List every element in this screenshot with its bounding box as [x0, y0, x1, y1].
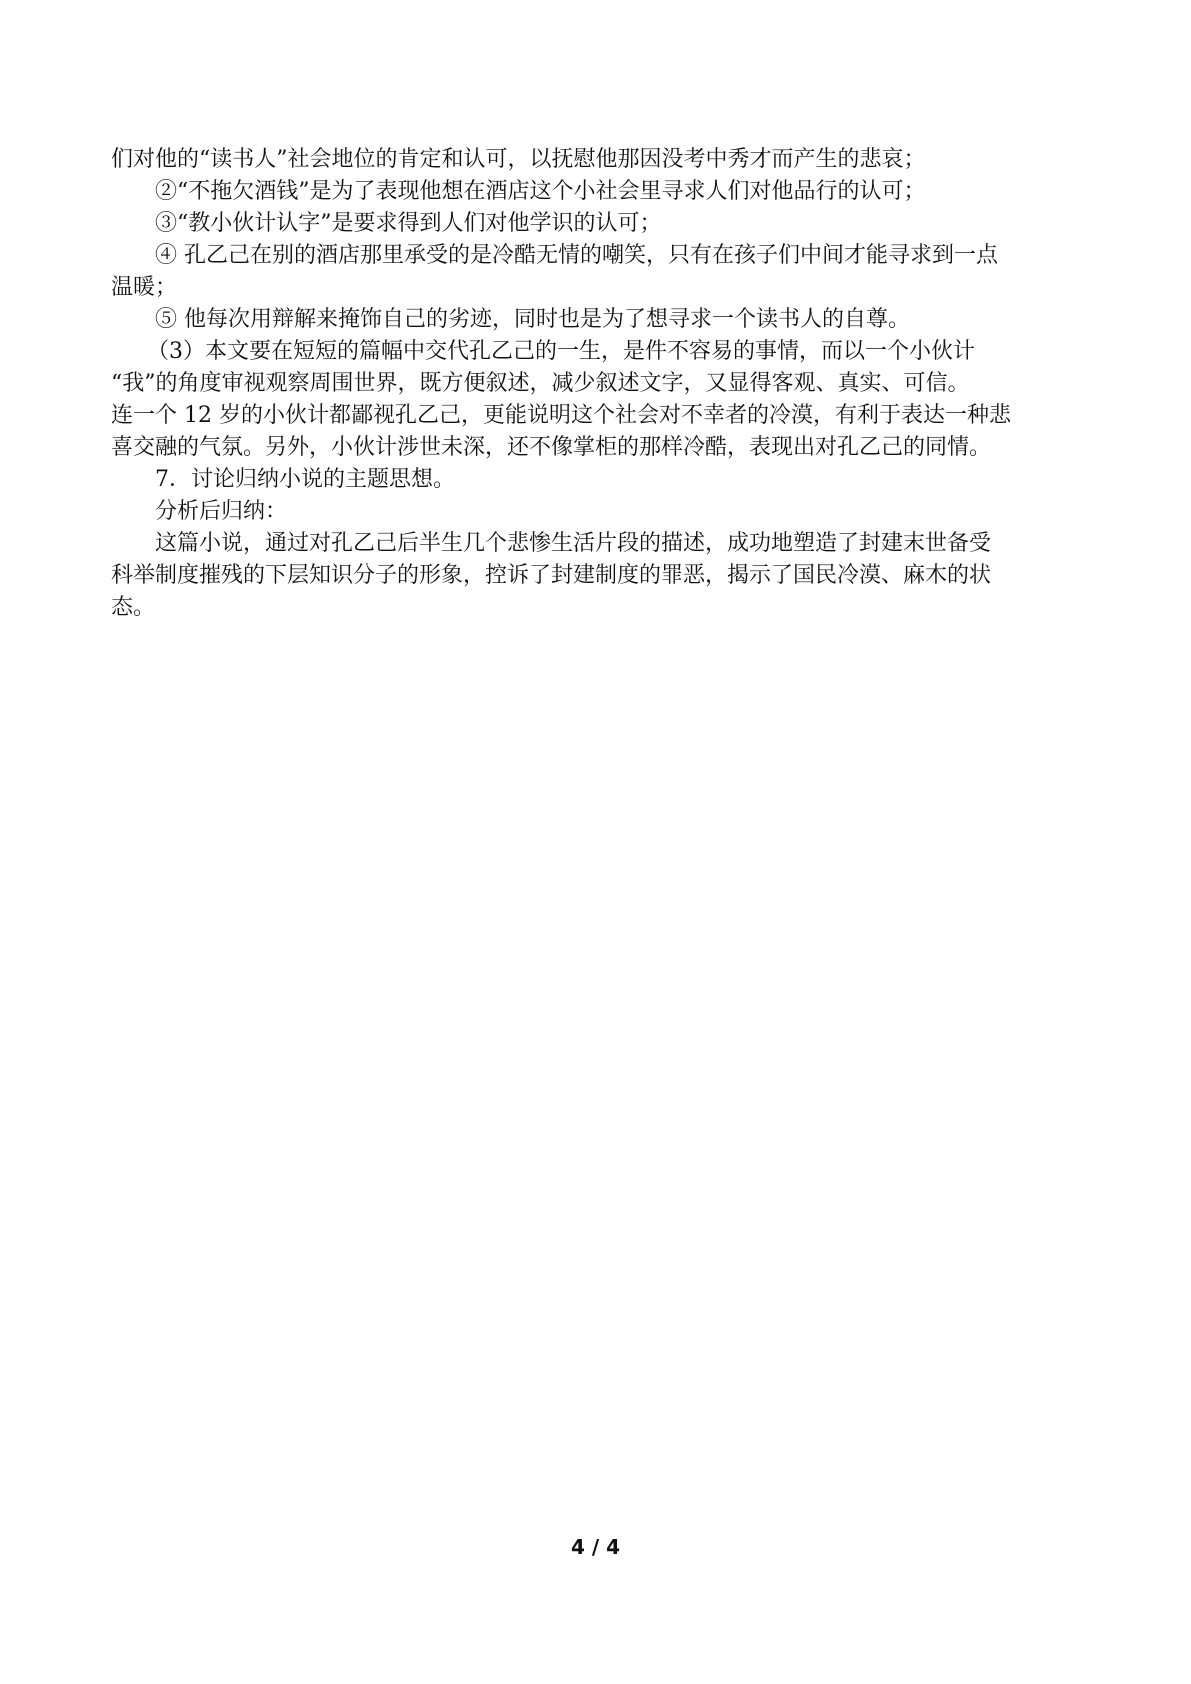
document-body [111, 144, 1083, 624]
text-line-7: （3）本文要在短短的篇幅中交代孔乙己的一生，是件不容易的事情，而以一个小伙计 [147, 339, 975, 364]
text-line-9: 连一个 12 岁的小伙计都鄙视孔乙己，更能说明这个社会对不幸者的冷漠，有利于表达一种悲 [111, 403, 1011, 428]
text-line-15: 态。 [111, 595, 156, 620]
text-line-3: ③“教小伙计认字”是要求得到人们对他学识的认可； [155, 211, 662, 236]
text-line-2: ②“不拖欠酒钱”是为了表现他想在酒店这个小社会里寻求人们对他品行的认可； [155, 179, 926, 204]
text-line-5: 温暖； [111, 275, 178, 300]
text-line-13: 这篇小说，通过对孔乙己后半生几个悲惨生活片段的描述，成功地塑造了封建末世备受 [155, 531, 992, 556]
text-line-4: ④ 孔乙己在别的酒店那里承受的是冷酷无情的嘲笑，只有在孩子们中间才能寻求到一点 [155, 243, 998, 268]
text-line-10: 喜交融的气氛。另外，小伙计涉世未深，还不像掌柜的那样冷酷，表现出对孔乙己的同情。 [111, 435, 992, 460]
text-line-11: 7．讨论归纳小说的主题思想。 [155, 467, 455, 492]
text-line-12: 分析后归纳： [155, 499, 288, 524]
text-line-14: 科举制度摧残的下层知识分子的形象，控诉了封建制度的罪恶，揭示了国民冷漠、麻木的状 [111, 563, 992, 588]
text-line-8: “我”的角度审视观察周围世界，既方便叙述，减少叙述文字，又显得客观、真实、可信。 [111, 371, 970, 396]
text-line-1: 们对他的“读书人”社会地位的肯定和认可，以抚慰他那因没考中秀才而产生的悲哀； [111, 147, 926, 172]
page-number: 4 / 4 [570, 1535, 621, 1559]
text-line-6: ⑤ 他每次用辩解来掩饰自己的劣迹，同时也是为了想寻求一个读书人的自尊。 [155, 307, 910, 332]
